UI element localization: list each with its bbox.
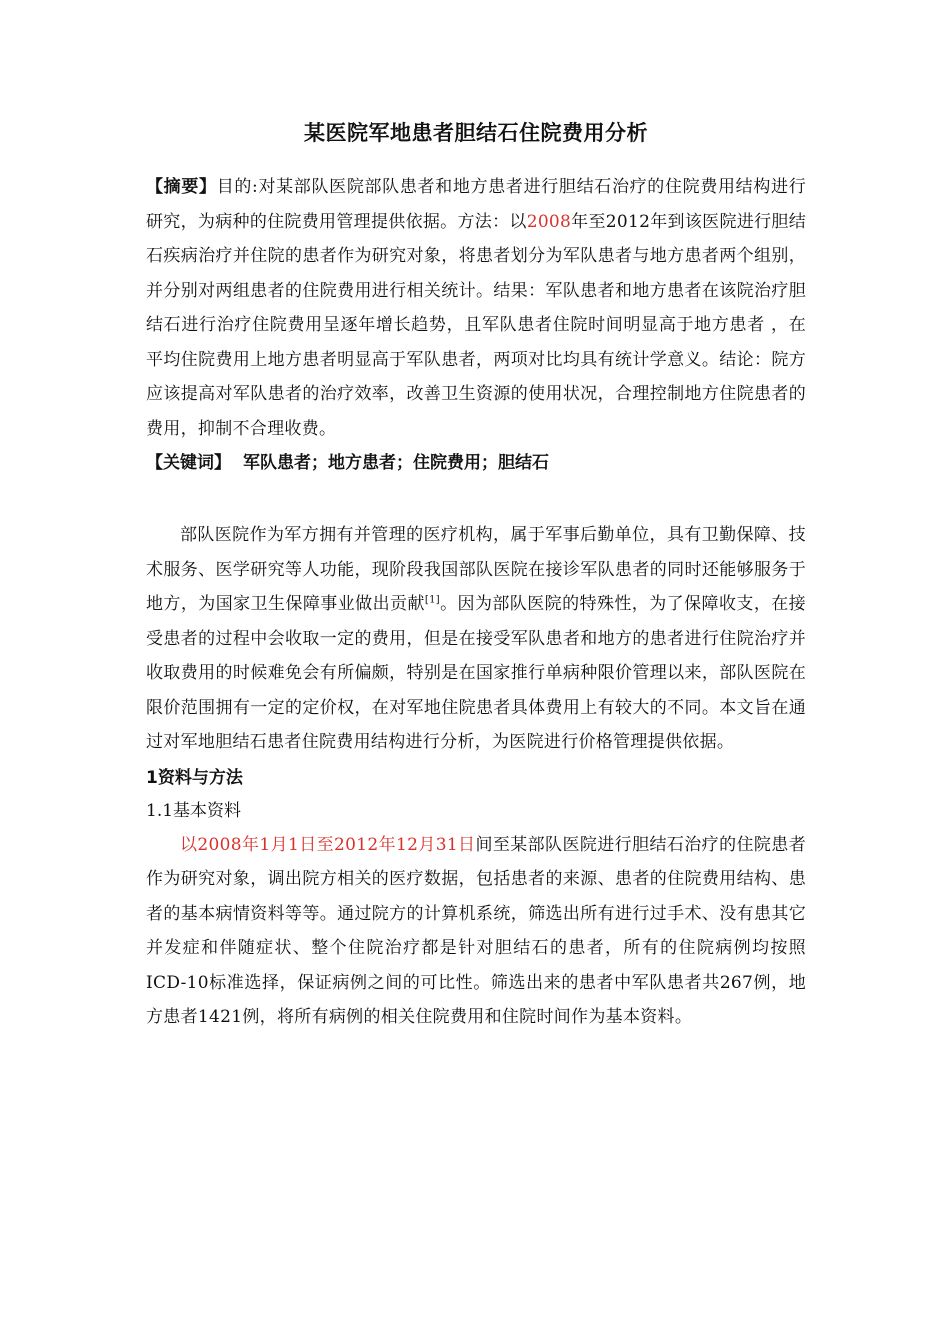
intro-text-b: 。因为部队医院的特殊性，为了保障收支，在接受患者的过程中会收取一定的费用，但是在接受军队患者和地方的患者进行住院治疗并收取费用的时候难免会有所偏颇，特别是在国家推行单病种限价管理以来，部队医院在限价范围拥有一定的定价权，在对军地住院患者具体费用上有较大的不同。本文旨在通过对军地胆结石患者住院费用结构进行分析，为医院进行价格管理提供依据。 <box>146 594 806 752</box>
subsection-heading: 1.1基本资料 <box>146 800 242 821</box>
abstract-label: 【摘要】 <box>146 177 217 197</box>
citation-ref: [1] <box>424 594 440 606</box>
intro-text-a: 部队医院作为军方拥有并管理的医疗机构，属于军事后勤单位，具有卫勤保障、技术服务、医学研究等人功能，现阶段我国部队医院在接诊军队患者的同时还能够服务于地方，为国家卫生保障事业做出贡献 <box>146 525 806 614</box>
keywords-text: 军队患者；地方患者；住院费用；胆结石 <box>243 453 549 473</box>
date-range-text: 以2008年1月1日至2012年12月31日 <box>180 834 476 855</box>
keywords-line <box>146 446 806 480</box>
materials-text: 间至某部队医院进行胆结石治疗的住院患者作为研究对象，调出院方相关的医疗数据，包括患者的来源、患者的住院费用结构、患者的基本病情资料等等。通过院方的计算机系统，筛选出所有进行过手术、没有患其它并发症和伴随症状、整个住院治疗都是针对胆结石的患者，所有的住院病例均按照ICD-10标准选择，保证病例之间的可比性。筛选出来的患者中军队患者共267例，地方患者1421例，将所有病例的相关住院费用和住院时间作为基本资料。 <box>146 834 806 1027</box>
section-heading: 1资料与方法 <box>146 767 243 788</box>
abstract-paragraph <box>146 170 806 446</box>
abstract-text-b: 年至2012年到该医院进行胆结石疾病治疗并住院的患者作为研究对象，将患者划分为军队患者与地方患者两个组别，并分别对两组患者的住院费用进行相关统计。结果：军队患者和地方患者在该院治疗胆结石进行治疗住院费用呈逐年增长趋势，且军队患者住院时间明显高于地方患者 ，在平均住院费用上地方患者明显高于军队患者，两项对比均具有统计学意义。结论：院方应该提高对军队患者的治疗效率，改善卫生资源的使用状况，合理控制地方住院患者的费用，抑制不合理收费。 <box>146 211 806 439</box>
abstract-text-a: 目的:对某部队医院部队患者和地方患者进行胆结石治疗的住院费用结构进行研究，为病种的住院费用管理提供依据。方法：以 <box>146 177 806 232</box>
materials-paragraph <box>146 828 806 1035</box>
keywords-label: 【关键词】 <box>146 453 231 473</box>
intro-paragraph <box>146 518 806 760</box>
abstract-red-year: 2008 <box>526 211 572 232</box>
document-title: 某医院军地患者胆结石住院费用分析 <box>304 121 648 145</box>
document-page <box>146 118 806 1035</box>
